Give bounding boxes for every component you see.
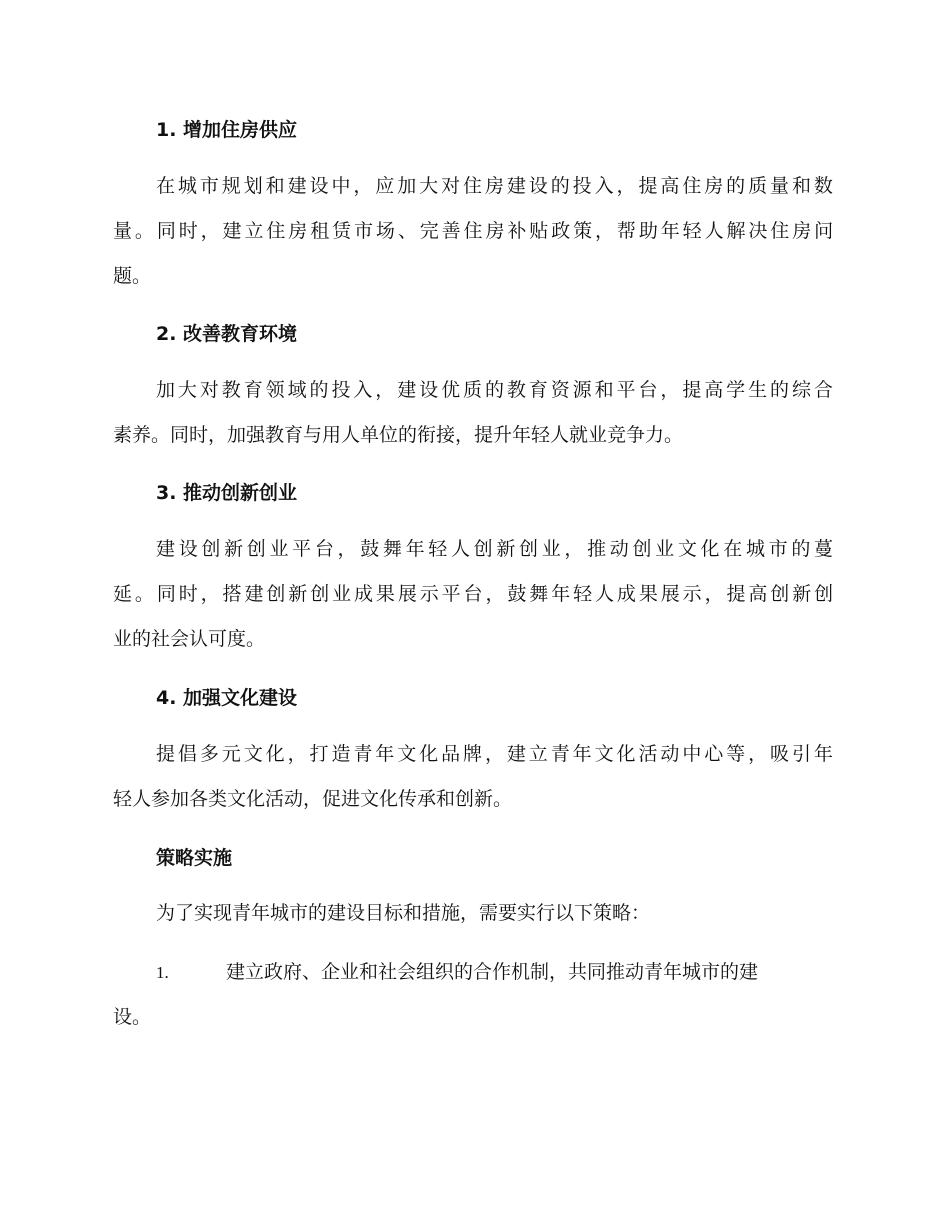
paragraph-line: 题。 — [113, 265, 152, 287]
section-paragraph-strategy — [113, 891, 833, 936]
section-heading-strategy: 策略实施 — [156, 847, 233, 869]
paragraph-line: 在城市规划和建设中，应加大对住房建设的投入，提高住房的质量和数 — [156, 175, 836, 197]
section-heading-4: 4. 加强文化建设 — [156, 687, 298, 709]
section-heading-1: 1. 增加住房供应 — [156, 119, 298, 141]
list-item — [113, 950, 833, 1040]
paragraph-line: 量。同时，建立住房租赁市场、完善住房补贴政策，帮助年轻人解决住房问 — [113, 220, 837, 242]
section-heading-2: 2. 改善教育环境 — [156, 323, 298, 345]
paragraph-line: 轻人参加各类文化活动，促进文化传承和创新。 — [113, 788, 513, 810]
list-item-text: 建立政府、企业和社会组织的合作机制，共同推动青年城市的建 — [226, 961, 759, 983]
section-paragraph-1 — [113, 164, 837, 299]
list-item-line — [113, 950, 833, 995]
paragraph-line: 加大对教育领域的投入，建设优质的教育资源和平台，提高学生的综合 — [156, 379, 836, 401]
section-paragraph-4 — [113, 732, 836, 822]
paragraph-line: 素养。同时，加强教育与用人单位的衔接，提升年轻人就业竞争力。 — [113, 424, 684, 446]
section-paragraph-3 — [113, 527, 837, 662]
paragraph-line: 延。同时，搭建创新创业成果展示平台，鼓舞年轻人成果展示，提高创新创 — [113, 583, 837, 605]
list-item-line: 设。 — [113, 1006, 152, 1028]
paragraph-line: 业的社会认可度。 — [113, 628, 266, 650]
paragraph-line: 建设创新创业平台，鼓舞年轻人创新创业，推动创业文化在城市的蔓 — [156, 538, 837, 560]
section-heading-3: 3. 推动创新创业 — [156, 482, 298, 504]
paragraph-line: 提倡多元文化，打造青年文化品牌，建立青年文化活动中心等，吸引年 — [156, 743, 836, 765]
list-item-number: 1. — [156, 963, 169, 982]
section-paragraph-2 — [113, 368, 836, 458]
paragraph-line: 为了实现青年城市的建设目标和措施，需要实行以下策略： — [156, 902, 651, 924]
